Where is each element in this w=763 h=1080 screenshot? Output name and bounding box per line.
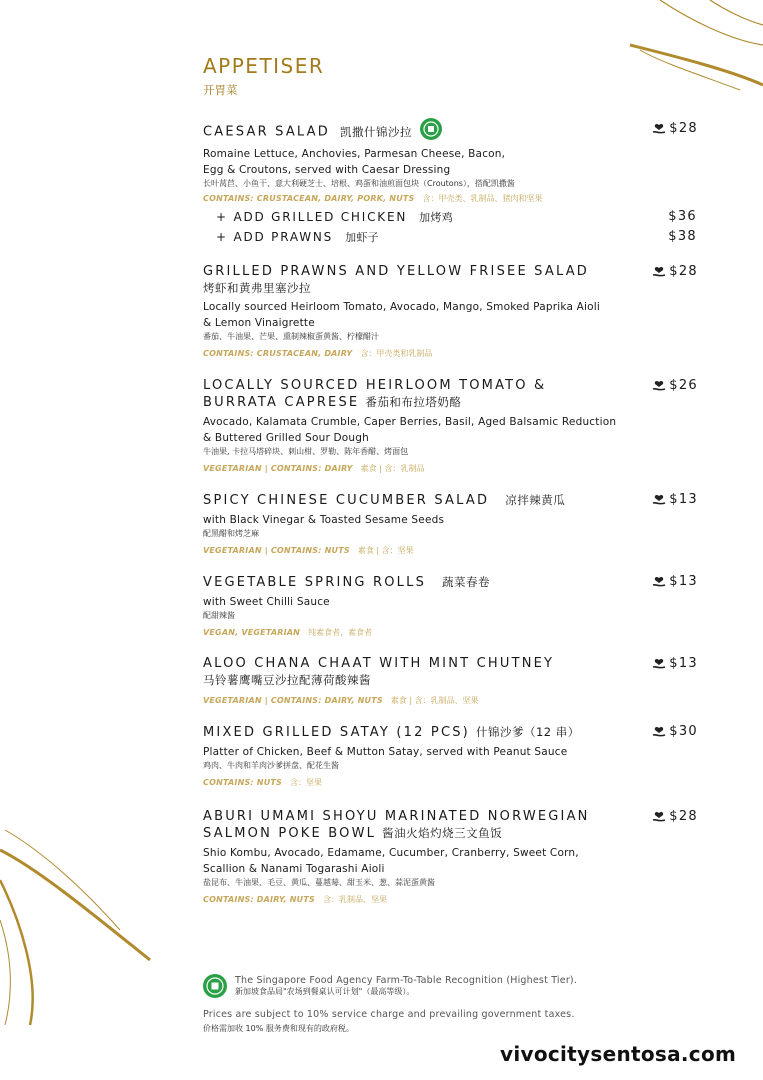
item-price: $26 (669, 378, 698, 393)
item-price: $13 (669, 492, 698, 507)
allergen-info: VEGETARIAN | CONTAINS: DAIRY, NUTS 素食 | 含：乳制品、坚果 (203, 696, 479, 705)
item-price: $28 (669, 121, 698, 136)
allergen-info: CONTAINS: NUTS 含：坚果 (203, 778, 323, 787)
item-description: Platter of Chicken, Beef & Mutton Satay, served with Peanut Sauce (203, 746, 568, 758)
item-name-line2: SALMON POKE BOWL (203, 826, 377, 841)
menu-item (203, 724, 698, 790)
hand-heart-icon (652, 725, 666, 739)
allergen-info: CONTAINS: CRUSTACEAN, DAIRY, PORK, NUTS 含：甲壳类、乳制品、猪肉和坚果 (203, 194, 543, 203)
item-description-cn: 牛油果, 卡拉马塔碎块、刺山柑、罗勒、陈年香醋、烤面包 (203, 447, 409, 456)
price-note: Prices are subject to 10% service charge and prevailing government taxes. 价格需加收 10% 服务费和现有的政府税。 (203, 1009, 575, 1033)
item-name-cn: 酱油火焰灼烧三文鱼饭 (382, 826, 503, 840)
decorative-leaf-top-right (600, 0, 763, 120)
item-price: $28 (669, 809, 698, 824)
sfa-badge-icon (203, 974, 227, 998)
menu-item (203, 492, 698, 558)
item-description-cn: 鸡肉、牛肉和羊肉沙爹拼盘、配花生酱 (203, 761, 339, 770)
hand-heart-icon (652, 379, 666, 393)
addon-item (216, 229, 697, 245)
hand-heart-icon (652, 810, 666, 824)
item-name-cn: 烤虾和黄弗里塞沙拉 (203, 281, 311, 295)
menu-item (203, 809, 698, 907)
addon-label-cn: 加烤鸡 (419, 211, 454, 224)
addon-label-cn: 加虾子 (345, 231, 379, 244)
item-name-cn: 什锦沙爹（12 串） (475, 725, 580, 739)
item-name: ABURI UMAMI SHOYU MARINATED NORWEGIAN (203, 809, 590, 824)
menu-item (203, 656, 698, 708)
item-name-line2: BURRATA CAPRESE (203, 395, 360, 410)
addon-price: $36 (668, 209, 697, 224)
menu-item (203, 378, 698, 476)
addon-item (216, 209, 697, 225)
site-watermark: vivocitysentosa.com (500, 1042, 737, 1066)
hand-heart-icon (652, 265, 666, 279)
item-description: Locally sourced Heirloom Tomato, Avocado, Mango, Smoked Paprika Aioli & Lemon Vinaigrette (203, 301, 601, 329)
section-subtitle: 开胃菜 (203, 83, 238, 97)
item-price: $30 (669, 724, 698, 739)
item-description-cn: 盐昆布、牛油果、毛豆、黄瓜、蔓越莓、甜玉米、葱、蒜泥蛋黄酱 (203, 878, 435, 887)
item-price: $28 (669, 264, 698, 279)
addon-price: $38 (668, 229, 697, 244)
item-description: with Black Vinegar & Toasted Sesame Seeds (203, 514, 445, 526)
hand-heart-icon (652, 575, 666, 589)
item-name: LOCALLY SOURCED HEIRLOOM TOMATO & (203, 378, 547, 393)
allergen-info: CONTAINS: CRUSTACEAN, DAIRY 含：甲壳类和乳制品 (203, 349, 433, 358)
item-name-cn: 番茄和布拉塔奶酪 (365, 395, 462, 409)
allergen-info: VEGAN, VEGETARIAN 纯素食者，素食者 (203, 628, 373, 637)
item-description: with Sweet Chilli Sauce (203, 596, 330, 608)
addon-label: + ADD PRAWNS (216, 230, 334, 244)
item-price: $13 (669, 574, 698, 589)
section-title: APPETISER (203, 54, 325, 78)
addon-label: + ADD GRILLED CHICKEN (216, 210, 408, 224)
item-name: GRILLED PRAWNS AND YELLOW FRISEE SALAD (203, 264, 590, 279)
item-name: MIXED GRILLED SATAY (12 PCS) (203, 725, 470, 740)
allergen-info: CONTAINS: DAIRY, NUTS 含：乳制品、坚果 (203, 895, 387, 904)
item-description: Avocado, Kalamata Crumble, Caper Berries, Basil, Aged Balsamic Reduction & Buttered Grilled Sour Dough (203, 416, 617, 444)
item-price: $13 (669, 656, 698, 671)
decorative-leaf-bottom-left (0, 810, 160, 1030)
menu-item (203, 121, 698, 206)
allergen-info: VEGETARIAN | CONTAINS: NUTS 素食 | 含：坚果 (203, 546, 414, 555)
allergen-info: VEGETARIAN | CONTAINS: DAIRY 素食 | 含：乳制品 (203, 464, 425, 473)
item-name: SPICY CHINESE CUCUMBER SALAD (203, 493, 490, 508)
item-name-cn: 蔬菜春卷 (442, 575, 491, 589)
hand-heart-icon (652, 122, 666, 136)
item-description: Romaine Lettuce, Anchovies, Parmesan Cheese, Bacon, Egg & Croutons, served with Caesar Dressing (203, 148, 506, 176)
sfa-badge-icon (420, 118, 442, 140)
item-description-cn: 长叶莴苣、小鱼干、意大利硬芝士、培根、鸡蛋和油煎面包块（Croutons），搭配凯撒酱 (203, 179, 515, 188)
sfa-note: The Singapore Food Agency Farm-To-Table Recognition (Highest Tier). 新加坡食品局"农场到餐桌认可计划"（最高等级）。 (235, 975, 578, 996)
menu-item (203, 574, 698, 640)
item-name-cn: 凉拌辣黄瓜 (505, 493, 566, 507)
item-name: CAESAR SALAD (203, 124, 330, 140)
item-name-cn: 马铃薯鹰嘴豆沙拉配薄荷酸辣酱 (203, 673, 371, 687)
hand-heart-icon (652, 493, 666, 507)
hand-heart-icon (652, 657, 666, 671)
item-description-cn: 配甜辣酱 (203, 611, 235, 620)
item-name-cn: 凯撒什锦沙拉 (339, 124, 412, 139)
item-description-cn: 番茄、牛油果、芒果、熏制辣椒蛋黄酱、柠檬醋汁 (203, 332, 379, 341)
menu-item (203, 264, 698, 361)
item-name: ALOO CHANA CHAAT WITH MINT CHUTNEY (203, 656, 555, 671)
item-name: VEGETABLE SPRING ROLLS (203, 575, 427, 590)
item-description: Shio Kombu, Avocado, Edamame, Cucumber, Cranberry, Sweet Corn, Scallion & Nanami Togarashi Aioli (203, 847, 579, 875)
item-description-cn: 配黑醋和烤芝麻 (203, 529, 259, 538)
